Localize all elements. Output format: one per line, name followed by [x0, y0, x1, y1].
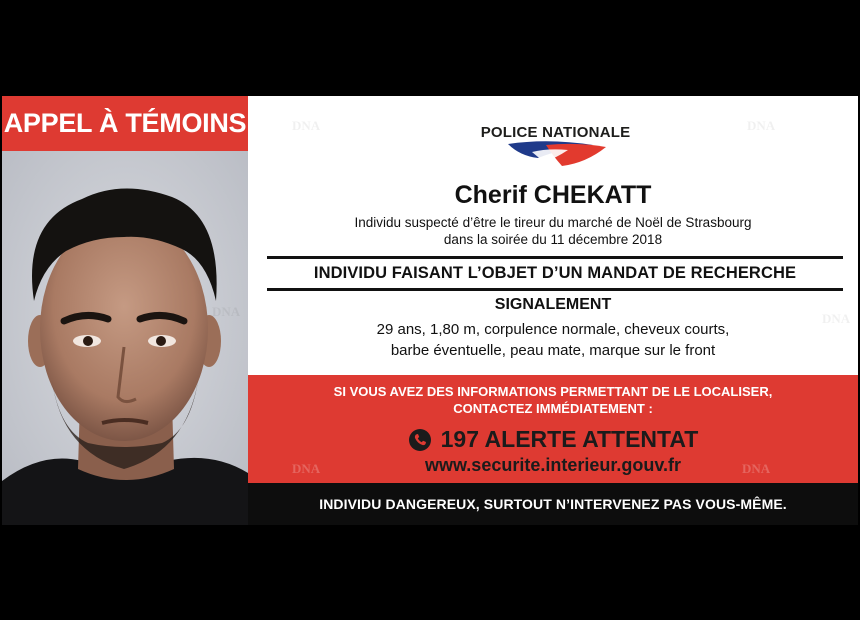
suspect-name: Cherif CHEKATT [454, 181, 652, 209]
watermark: DNA [822, 311, 851, 326]
contact-band [248, 375, 858, 483]
danger-warning: INDIVIDU DANGEREUX, SURTOUT N’INTERVENEZ PAS VOUS-MÊME. [248, 483, 858, 525]
suspect-description: Individu suspecté d’être le tireur du marché de Noël de Strasbourg dans la soirée du 11 décembre 2018 [354, 215, 752, 247]
watermark: DNA [292, 118, 321, 133]
watermark: DNA [747, 118, 776, 133]
suspect-photo [2, 151, 248, 525]
hotline: 197 ALERTE ATTENTAT [248, 426, 858, 453]
warrant-heading: INDIVIDU FAISANT L’OBJET D’UN MANDAT DE RECHERCHE [267, 256, 843, 291]
watermark: DNA [292, 461, 321, 476]
watermark: DNA [742, 461, 771, 476]
signalement-title: SIGNALEMENT [494, 296, 612, 313]
contact-instructions: SI VOUS AVEZ DES INFORMATIONS PERMETTANT DE LE LOCALISER, CONTACTEZ IMMÉDIATEMENT : [333, 384, 773, 416]
phone-icon [408, 428, 432, 452]
police-nationale-logo: POLICE NATIONALE [468, 118, 643, 170]
watermark: DNA [212, 304, 241, 319]
appeal-banner: APPEL À TÉMOINS [2, 96, 248, 151]
signalement-text: 29 ans, 1,80 m, corpulence normale, cheveux courts, barbe éventuelle, peau mate, marque sur le front [376, 321, 730, 359]
website-link[interactable]: www.securite.interieur.gouv.fr [424, 455, 682, 475]
wanted-notice [2, 96, 858, 525]
